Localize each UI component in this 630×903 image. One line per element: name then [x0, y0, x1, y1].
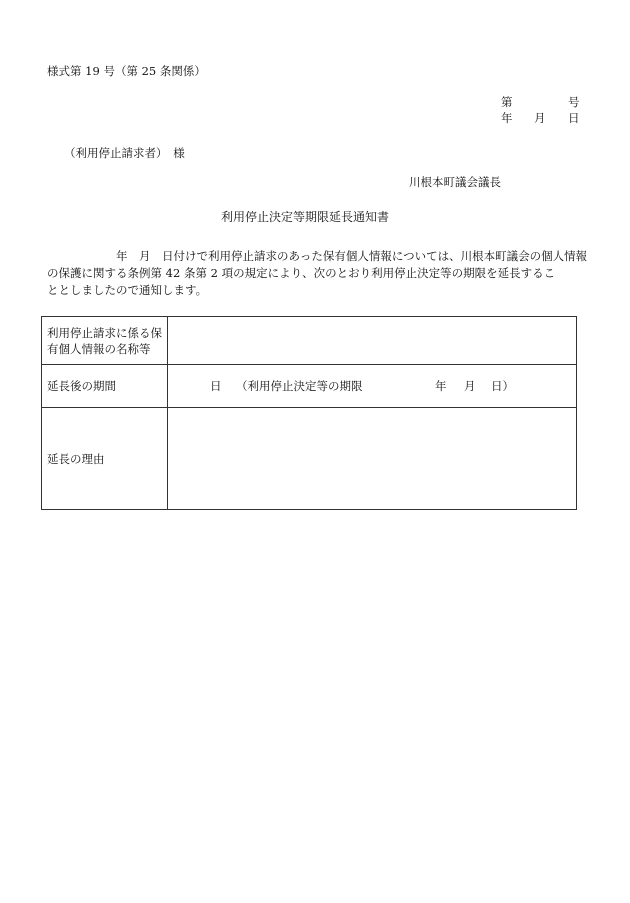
sender: 川根本町議会議長 — [409, 175, 501, 189]
table-row — [42, 365, 577, 408]
body-line: ととしましたので通知します。 — [47, 283, 208, 297]
document-title: 利用停止決定等期限延長通知書 — [221, 210, 390, 224]
extension-period-label: 延長後の期間 — [42, 365, 168, 408]
form-number: 様式第 19 号（第 25 条関係） — [47, 64, 206, 78]
date-year: 年 — [501, 111, 513, 125]
extension-period-value[interactable] — [168, 365, 577, 408]
date-day: 日 — [568, 111, 580, 125]
document-number-line — [498, 95, 580, 109]
period-days: 日 — [210, 379, 222, 393]
date-month: 月 — [534, 111, 546, 125]
info-name-label: 利用停止請求に係る保有個人情報の名称等 — [42, 317, 168, 365]
table-row — [42, 317, 577, 365]
period-day-close: 日） — [491, 379, 514, 393]
period-year: 年 — [435, 379, 447, 393]
table-row — [42, 408, 577, 510]
extension-reason-value[interactable] — [168, 408, 577, 510]
body-line: 年 月 日付けで利用停止請求のあった保有個人情報については、川根本町議会の個人情報 — [47, 249, 588, 263]
body-line: の保護に関する条例第 42 条第 2 項の規定により、次のとおり利用停止決定等の期限を延長するこ — [47, 266, 556, 280]
number-go: 号 — [568, 95, 580, 109]
number-dai: 第 — [501, 95, 513, 109]
body-text — [47, 248, 588, 299]
period-month: 月 — [464, 379, 476, 393]
period-deadline-open: （利用停止決定等の期限 — [236, 379, 363, 393]
info-table — [41, 316, 577, 510]
info-name-value[interactable] — [168, 317, 577, 365]
extension-reason-label: 延長の理由 — [42, 408, 168, 510]
recipient: （利用停止請求者） 様 — [64, 146, 185, 160]
issue-date-line — [498, 111, 580, 125]
